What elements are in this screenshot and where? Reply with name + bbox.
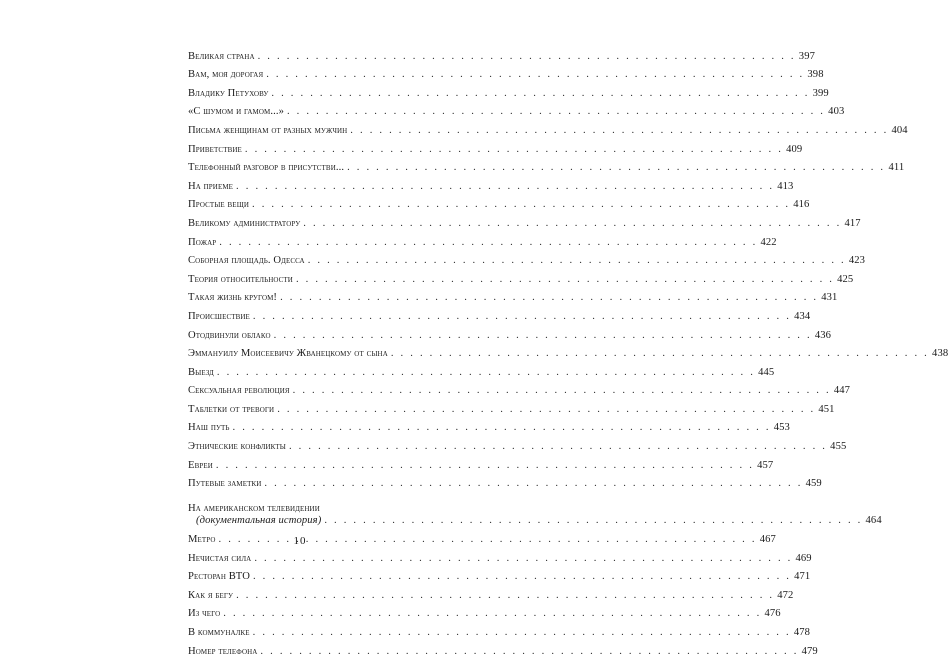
toc-entry <box>188 602 781 621</box>
toc-entry-page: 459 <box>805 478 822 490</box>
toc-entry <box>188 174 794 193</box>
toc-entry-page: 453 <box>773 422 790 434</box>
toc-dot-leader <box>236 590 774 602</box>
toc-entry <box>188 211 861 230</box>
toc-entry <box>188 379 851 398</box>
toc-dot-leader <box>324 515 862 527</box>
toc-dot-leader <box>216 460 754 472</box>
toc-entry-title: Пожар <box>188 236 217 248</box>
toc-entry-title: Ресторан ВТО <box>188 571 250 583</box>
toc-entry <box>188 546 812 565</box>
toc-dot-leader <box>236 181 774 193</box>
toc-dot-leader <box>289 441 827 453</box>
toc-entry-page: 469 <box>795 552 812 564</box>
toc-entry-title: Владику Петухову <box>188 87 269 99</box>
toc-entry <box>188 360 775 379</box>
toc-dot-leader <box>266 69 804 81</box>
toc-entry <box>188 267 854 286</box>
toc-entry <box>188 63 824 82</box>
toc-entry <box>188 453 774 472</box>
toc-entry <box>188 100 845 119</box>
toc-entry-page: 423 <box>848 255 866 267</box>
toc-entry <box>188 304 811 323</box>
toc-entry <box>188 416 790 435</box>
toc-dot-leader <box>347 162 885 174</box>
toc-entry <box>188 44 815 63</box>
toc-entry-page: 411 <box>888 162 905 174</box>
toc-entry-title: Таблетки от тревоги <box>188 403 275 415</box>
toc-dot-leader <box>274 330 812 342</box>
toc-dot-leader <box>296 274 834 286</box>
toc-entry-page: 457 <box>757 459 774 471</box>
toc-entry-page: 422 <box>760 236 777 248</box>
toc-dot-leader <box>253 311 791 323</box>
toc-entry-page: 455 <box>830 441 847 453</box>
toc-entry-title: Такая жизнь кругом! <box>188 292 278 304</box>
toc-entry-title: Телефонный разговор в присутстви... <box>188 162 345 174</box>
toc-dot-leader <box>233 422 771 434</box>
toc-entry <box>188 230 777 249</box>
toc-entry-title: Наш путь <box>188 422 230 434</box>
toc-entry <box>188 137 803 156</box>
toc-entry-page: 467 <box>759 534 776 546</box>
toc-entry-page: 399 <box>812 87 829 99</box>
toc-entry-title: На приеме <box>188 180 234 192</box>
toc-entry-title: «С шумом и гамом...» <box>188 106 284 118</box>
toc-entry-title: Номер телефона <box>188 645 258 657</box>
toc-entry <box>188 583 794 602</box>
toc-entry-title: Простые вещи <box>188 199 250 211</box>
toc-dot-leader <box>219 237 757 249</box>
toc-entry-title: Великая страна <box>188 50 255 62</box>
toc-entry-page: 409 <box>786 143 803 155</box>
page-number: 10 <box>293 535 307 547</box>
toc-dot-leader <box>287 106 825 118</box>
table-of-contents <box>188 44 948 658</box>
toc-entry-first-line <box>188 503 430 515</box>
toc-entry-page: 472 <box>777 589 794 601</box>
toc-entry-page: 471 <box>794 571 811 583</box>
toc-entry-page: 447 <box>833 385 851 397</box>
toc-entry-page: 398 <box>807 69 824 81</box>
toc-dot-leader <box>271 88 809 100</box>
toc-entry <box>188 323 832 342</box>
toc-entry-title: Письма женщинам от разных мужчин <box>188 124 348 136</box>
toc-entry-page: 434 <box>794 310 811 322</box>
toc-dot-leader <box>308 255 846 267</box>
toc-dot-leader <box>350 125 888 137</box>
toc-entry-title: Великому администратору <box>188 217 301 229</box>
toc-entry <box>188 397 835 416</box>
toc-entry-page: 451 <box>818 403 835 415</box>
toc-dot-leader <box>253 571 791 583</box>
toc-dot-leader <box>303 218 841 230</box>
toc-entry-title: Евреи <box>188 459 213 471</box>
toc-entry-second-line <box>188 515 882 527</box>
toc-entry-title: Сексуальная революция <box>188 385 290 397</box>
toc-entry-page: 431 <box>821 292 838 304</box>
toc-entry-page: 404 <box>891 124 908 136</box>
toc-entry-page: 416 <box>793 199 810 211</box>
toc-dot-leader <box>260 646 798 658</box>
toc-entry <box>188 472 822 491</box>
toc-entry-page: 438 <box>932 348 948 360</box>
toc-entry <box>188 118 908 137</box>
toc-entry-title: Теория относительности <box>188 273 293 285</box>
toc-entry <box>188 434 847 453</box>
toc-entry-page: 476 <box>764 608 781 620</box>
toc-entry <box>188 565 811 584</box>
toc-entry-title: Эммануилу Моисеевичу Жванецкому от сына <box>188 348 388 360</box>
toc-dot-leader <box>264 478 802 490</box>
toc-entry-page: 479 <box>801 645 818 657</box>
toc-dot-leader <box>253 627 791 639</box>
toc-entry-subtitle: (документальная история) <box>196 515 322 527</box>
toc-dot-leader <box>217 367 755 379</box>
toc-dot-leader <box>293 385 831 397</box>
toc-entry-page: 413 <box>777 180 794 192</box>
toc-entry-title: В коммуналке <box>188 627 250 638</box>
toc-dot-leader <box>280 292 818 304</box>
toc-entry-title: Приветствие <box>188 143 242 155</box>
toc-entry-page: 445 <box>758 366 775 378</box>
toc-entry <box>188 193 810 212</box>
toc-entry-page: 417 <box>844 217 861 229</box>
toc-entry <box>188 639 818 658</box>
toc-entry <box>188 249 866 268</box>
toc-entry-title: Происшествие <box>188 310 250 322</box>
toc-entry-title: Отодвинули облако <box>188 329 271 341</box>
toc-entry-page: 403 <box>828 106 845 118</box>
toc-entry <box>188 81 829 100</box>
toc-dot-leader <box>254 553 792 565</box>
toc-entry <box>188 156 905 175</box>
toc-dot-leader <box>277 404 815 416</box>
toc-entry <box>188 490 882 527</box>
toc-entry-page: 397 <box>798 50 815 62</box>
toc-entry-title: Вам, моя дорогая <box>188 69 264 81</box>
toc-entry-title: Путевые заметки <box>188 478 262 490</box>
toc-entry-title: Метро <box>188 534 216 546</box>
toc-entry-title: Этнические конфликты <box>188 441 286 453</box>
toc-entry-page: 464 <box>865 515 882 527</box>
toc-entry-title: Нечистая сила <box>188 552 252 564</box>
toc-entry <box>188 286 838 305</box>
toc-entry <box>188 620 811 639</box>
toc-entry-page: 425 <box>837 273 854 285</box>
toc-dot-leader <box>391 348 929 360</box>
toc-entry-title: Как я бегу <box>188 589 234 601</box>
toc-entry-title: Соборная площадь. Одесса <box>188 255 305 267</box>
toc-entry-page: 436 <box>814 329 832 341</box>
toc-entry-title: Из чего <box>188 608 221 620</box>
toc-dot-leader <box>223 608 761 620</box>
toc-dot-leader <box>258 51 796 63</box>
toc-entry-title: На американском телевидении <box>188 503 320 515</box>
toc-entry-title: Выезд <box>188 366 214 378</box>
toc-entry-page: 478 <box>793 627 811 638</box>
toc-entry <box>188 342 948 361</box>
toc-dot-leader <box>245 144 783 156</box>
toc-dot-leader <box>252 199 790 211</box>
